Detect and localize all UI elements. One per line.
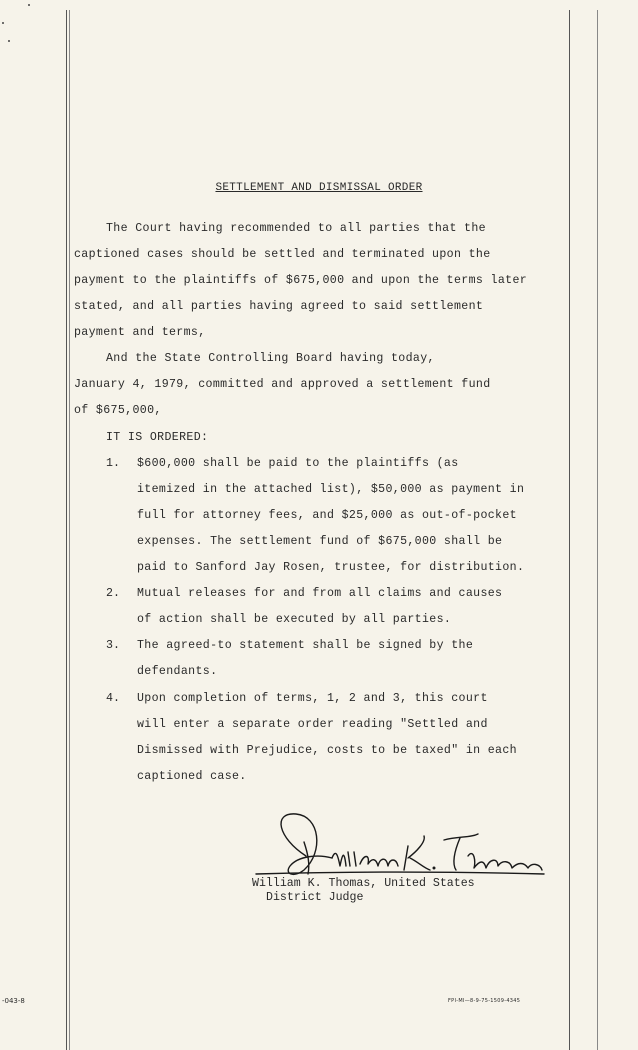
item-1-line: $600,000 shall be paid to the plaintiffs (as <box>137 457 459 470</box>
right-margin-rule-outer <box>597 10 598 1050</box>
item-number: 1. <box>106 457 120 470</box>
item-4-line: Upon completion of terms, 1, 2 and 3, this court <box>137 692 488 705</box>
item-3-line: The agreed-to statement shall be signed by the <box>137 639 474 652</box>
paragraph-2-line: And the State Controlling Board having today, <box>106 352 435 365</box>
it-is-ordered-heading: IT IS ORDERED: <box>106 431 209 444</box>
paragraph-2-line: of $675,000, <box>74 404 162 417</box>
item-number: 2. <box>106 587 120 600</box>
item-2-line: Mutual releases for and from all claims and causes <box>137 587 503 600</box>
item-number: 4. <box>106 692 120 705</box>
paragraph-1-line: payment to the plaintiffs of $675,000 and upon the terms later <box>74 274 528 287</box>
paragraph-1-line: captioned cases should be settled and terminated upon the <box>74 248 491 261</box>
paragraph-1-line: payment and terms, <box>74 326 206 339</box>
scan-speck <box>28 4 30 6</box>
paragraph-1-line: The Court having recommended to all parties that the <box>106 222 486 235</box>
item-number: 3. <box>106 639 120 652</box>
left-margin-rule <box>66 10 67 1050</box>
left-margin-rule-inner <box>69 10 70 1050</box>
item-1-line: expenses. The settlement fund of $675,000 shall be <box>137 535 503 548</box>
scan-speck <box>2 22 4 24</box>
scan-speck <box>8 40 10 42</box>
item-2-line: of action shall be executed by all parties. <box>137 613 452 626</box>
form-number-right: FPI-MI—8-9-75-1509-4345 <box>448 998 521 1004</box>
item-4-line: captioned case. <box>137 770 247 783</box>
document-title: SETTLEMENT AND DISMISSAL ORDER <box>215 182 423 194</box>
item-1-line: paid to Sanford Jay Rosen, trustee, for distribution. <box>137 561 525 574</box>
form-number-left: -043-8 <box>2 997 25 1005</box>
item-1-line: itemized in the attached list), $50,000 as payment in <box>137 483 525 496</box>
item-1-line: full for attorney fees, and $25,000 as out-of-pocket <box>137 509 517 522</box>
judge-name-line: William K. Thomas, United States <box>252 877 475 890</box>
right-margin-rule <box>569 10 570 1050</box>
paragraph-1-line: stated, and all parties having agreed to said settlement <box>74 300 484 313</box>
judge-signature <box>248 808 548 888</box>
item-4-line: will enter a separate order reading "Settled and <box>137 718 488 731</box>
paragraph-2-line: January 4, 1979, committed and approved a settlement fund <box>74 378 491 391</box>
item-3-line: defendants. <box>137 665 218 678</box>
judge-title-line: District Judge <box>266 891 364 904</box>
item-4-line: Dismissed with Prejudice, costs to be taxed" in each <box>137 744 517 757</box>
